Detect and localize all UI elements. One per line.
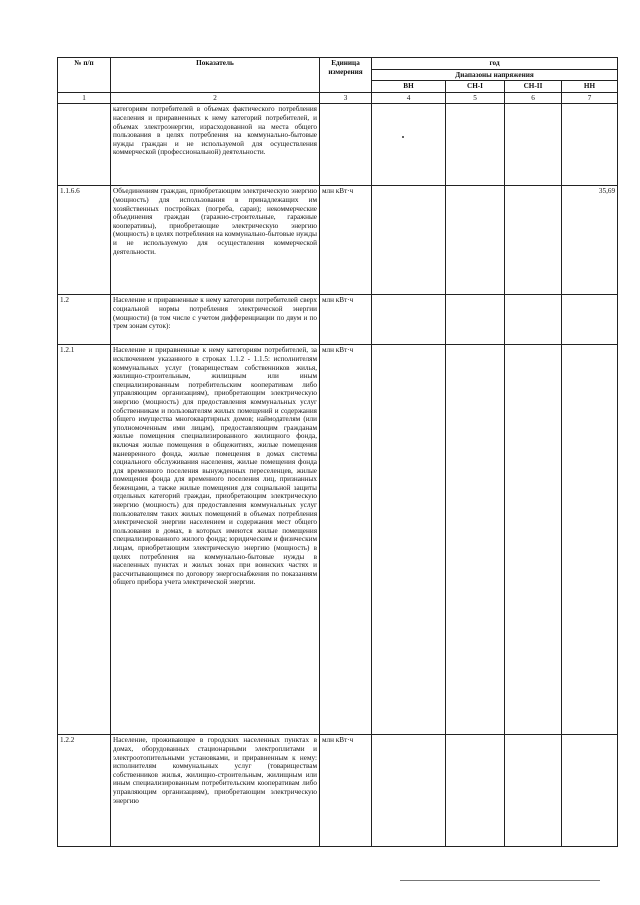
row-value-sn1	[446, 186, 505, 295]
row-value-sn2	[505, 295, 562, 345]
row-value-vn	[372, 186, 446, 295]
column-number: 7	[562, 92, 618, 104]
row-number: 1.1.6.6	[58, 186, 111, 295]
header-unit: Единица измерения	[320, 58, 372, 93]
scan-edge-line	[400, 880, 600, 881]
scan-speck	[402, 136, 404, 138]
table-row	[58, 345, 618, 735]
row-number: 1.2.2	[58, 735, 111, 847]
row-unit	[320, 104, 372, 186]
row-value-vn	[372, 104, 446, 186]
header-range-nn: НН	[562, 81, 618, 93]
row-value-vn	[372, 295, 446, 345]
row-indicator-text: Население и приравненные к нему категориям потребителей, за исключением указанного в строках 1.1.2 - 1.1.5: исполнителям коммунальных услуг (товариществам собственников жилья, жилищно-строительным, жилищным или иным специализированным потребительским кооперативам либо управляющим организациям), приобретающим электрическую энергию (мощность) для предоставления коммунальных услуг собственникам и пользователям жилых помещений и содержания общего имущества многоквартирных домов; наймодателям (или уполномоченным ими лицам), предоставляющим гражданам жилые помещения специализированного жилищного фонда, включая жилые помещения в общежитиях, жилые помещения маневренного фонда, жилые помещения в домах системы социального обслуживания населения, жилые помещения фонда для временного поселения вынужденных переселенцев, жилые помещения фонда для временного поселения лиц, признанных беженцами, а также жилые помещения для социальной защиты отдельных категорий граждан, приобретающим электрическую энергию (мощность) для предоставления коммунальных услуг пользователям таких жилых помещений в объемах потребления электрической энергии населением и содержания мест общего пользования в домах, в которых имеются жилые помещения специализированного жилого фонда; юридическим и физическим лицам, приобретающим электрическую энергию (мощность) в целях потребления на коммунально-бытовые нужды в населенных пунктах и жилых зонах при воинских частях и рассчитывающимся по договору энергоснабжения по показаниям общего прибора учета электрической энергии.	[111, 345, 320, 735]
header-range-sn2: СН-II	[505, 81, 562, 93]
row-value-sn1	[446, 735, 505, 847]
column-number: 3	[320, 92, 372, 104]
row-value-nn: 35,69	[562, 186, 618, 295]
row-value-sn1	[446, 345, 505, 735]
data-table	[57, 57, 618, 847]
row-value-nn	[562, 295, 618, 345]
column-number: 4	[372, 92, 446, 104]
row-value-sn2	[505, 186, 562, 295]
row-unit: млн кВт·ч	[320, 735, 372, 847]
row-unit: млн кВт·ч	[320, 345, 372, 735]
row-number	[58, 104, 111, 186]
column-number: 2	[111, 92, 320, 104]
row-indicator-text: категориям потребителей в объемах фактического потребления населения и приравненных к нему категорий потребителей, и объемах электроэнергии, израсходованной на места общего пользования в целях потребления на коммунально-бытовые нужды граждан и не используемой для осуществления коммерческой (профессиональной) деятельности.	[111, 104, 320, 186]
row-value-nn	[562, 104, 618, 186]
row-indicator-text: Объединениям граждан, приобретающим электрическую энергию (мощность) для использования в принадлежащих им хозяйственных постройках (погреба, сараи); некоммерческие объединения граждан (гаражно-строительные, гаражные кооперативы), приобретающие электрическую энергию (мощность) в целях потребления на коммунально-бытовые нужды и не используемую для осуществления коммерческой деятельности.	[111, 186, 320, 295]
table-row	[58, 735, 618, 847]
row-value-sn1	[446, 104, 505, 186]
row-unit: млн кВт·ч	[320, 295, 372, 345]
row-value-sn2	[505, 345, 562, 735]
header-range-vn: ВН	[372, 81, 446, 93]
header-voltage-ranges: Диапазоны напряжения	[372, 69, 618, 81]
table-row	[58, 295, 618, 345]
row-value-vn	[372, 735, 446, 847]
row-value-nn	[562, 345, 618, 735]
column-number: 6	[505, 92, 562, 104]
row-value-vn	[372, 345, 446, 735]
row-value-sn1	[446, 295, 505, 345]
table-row	[58, 104, 618, 186]
row-indicator-text: Население и приравненные к нему категории потребителей сверх социальной нормы потребления электрической энергии (мощности) (в том числе с учетом дифференциации по двум и по трем зонам суток):	[111, 295, 320, 345]
column-number: 5	[446, 92, 505, 104]
row-value-sn2	[505, 735, 562, 847]
row-number: 1.2.1	[58, 345, 111, 735]
row-value-nn	[562, 735, 618, 847]
row-indicator-text: Население, проживающее в городских населенных пунктах в домах, оборудованных стационарными электроплитами и электроотопительными установками, и приравненным к нему: исполнителям коммунальных услуг (товариществам собственников жилья, жилищно-строительным, жилищным или иным специализированным потребительским кооперативам либо управляющим организациям), приобретающим электрическую энергию	[111, 735, 320, 847]
header-year: год	[372, 58, 618, 70]
header-indicator: Показатель	[111, 58, 320, 93]
table-row	[58, 186, 618, 295]
row-value-sn2	[505, 104, 562, 186]
row-unit: млн кВт·ч	[320, 186, 372, 295]
column-number-row	[58, 92, 618, 104]
column-number: 1	[58, 92, 111, 104]
header-number: № п/п	[58, 58, 111, 93]
row-number: 1.2	[58, 295, 111, 345]
header-range-sn1: СН-I	[446, 81, 505, 93]
